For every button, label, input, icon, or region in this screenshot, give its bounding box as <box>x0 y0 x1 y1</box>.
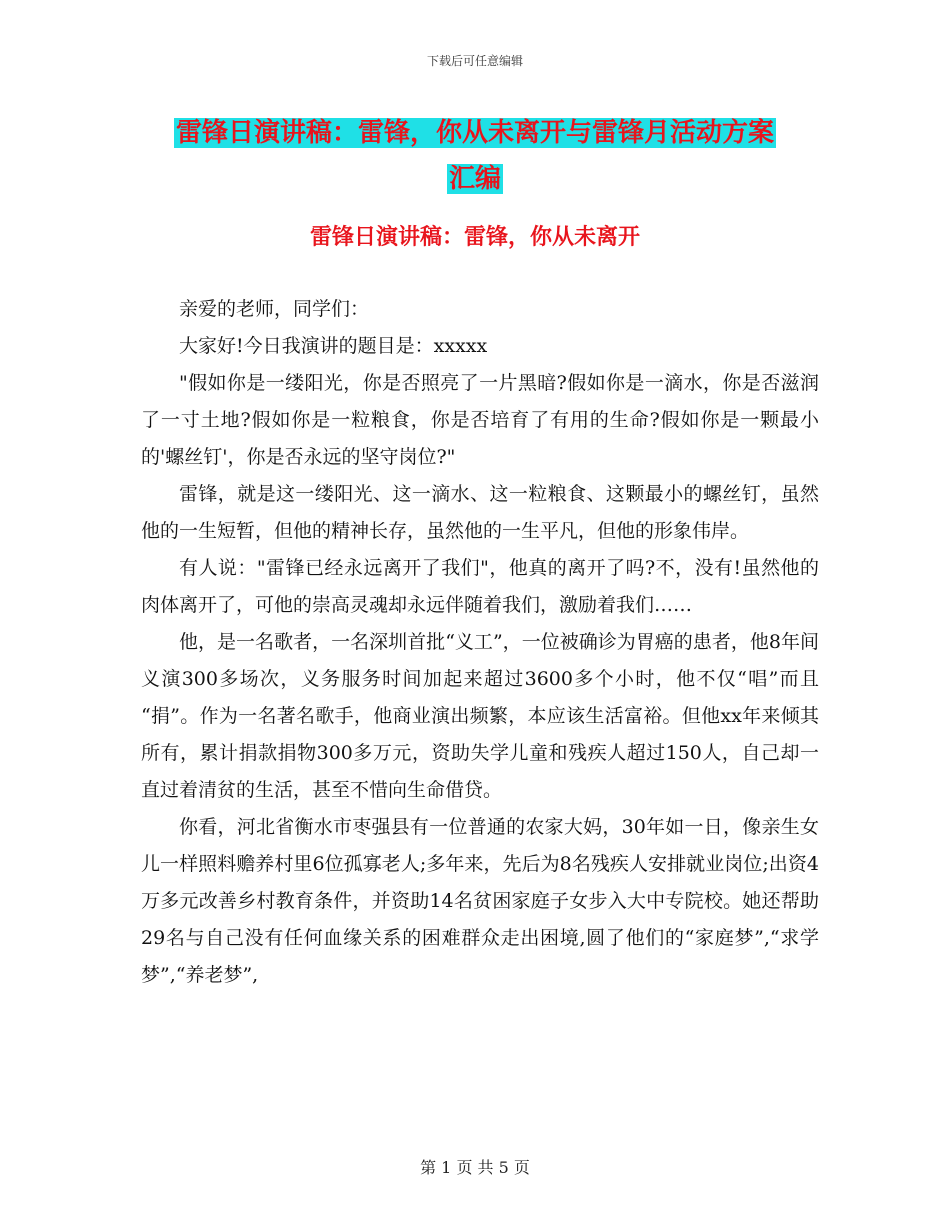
page-header-note: 下载后可任意编辑 <box>426 54 523 68</box>
paragraph: 他，是一名歌者，一名深圳首批“义工”，一位被确诊为胃癌的患者，他8年间义演300多场次，义务服务时间加起来超过3600多个小时，他不仅“唱”而且 “捐”。作为一名著名歌手，他商业演出频繁，本应该生活富裕。但他xx年来倾其所有，累计捐款捐物300多万元，资助失学儿童和残疾人超过150人，自己却一直过着清贫的生活，甚至不惜向生命借贷。 <box>141 631 819 801</box>
section-title: 雷锋日演讲稿：雷锋，你从未离开 <box>309 224 640 250</box>
paragraph: 你看，河北省衡水市枣强县有一位普通的农家大妈，30年如一日，像亲生女儿一样照料赡养村里6位孤寡老人;多年来，先后为8名残疾人安排就业岗位;出资4万多元改善乡村教育条件，并资助14名贫困家庭子女步入大中专院校。她还帮助29名与自己没有任何血缘关系的困难群众走出困境,圆了他们的“家庭梦”,“求学梦”,“养老梦”, <box>141 816 819 986</box>
paragraph: 有人说："雷锋已经永远离开了我们"，他真的离开了吗?不，没有!虽然他的肉体离开了，可他的崇高灵魂却永远伴随着我们，激励着我们…… <box>141 557 819 616</box>
document-body <box>141 291 819 994</box>
paragraph: 大家好!今日我演讲的题目是：xxxxx <box>179 335 488 357</box>
document-title-line-1: 雷锋日演讲稿：雷锋，你从未离开与雷锋月活动方案 <box>175 118 774 148</box>
page-number: 第 1 页 共 5 页 <box>420 1158 530 1177</box>
paragraph: 雷锋，就是这一缕阳光、这一滴水、这一粒粮食、这颗最小的螺丝钉，虽然他的一生短暂，但他的精神长存，虽然他的一生平凡，但他的形象伟岸。 <box>141 483 819 542</box>
document-title <box>100 110 850 202</box>
document-title-line-2: 汇编 <box>448 164 501 194</box>
paragraph: 亲爱的老师，同学们： <box>179 298 370 320</box>
paragraph: "假如你是一缕阳光，你是否照亮了一片黑暗?假如你是一滴水，你是否滋润了一寸土地?假如你是一粒粮食，你是否培育了有用的生命?假如你是一颗最小的'螺丝钉'，你是否永远的坚守岗位?" <box>141 372 819 468</box>
